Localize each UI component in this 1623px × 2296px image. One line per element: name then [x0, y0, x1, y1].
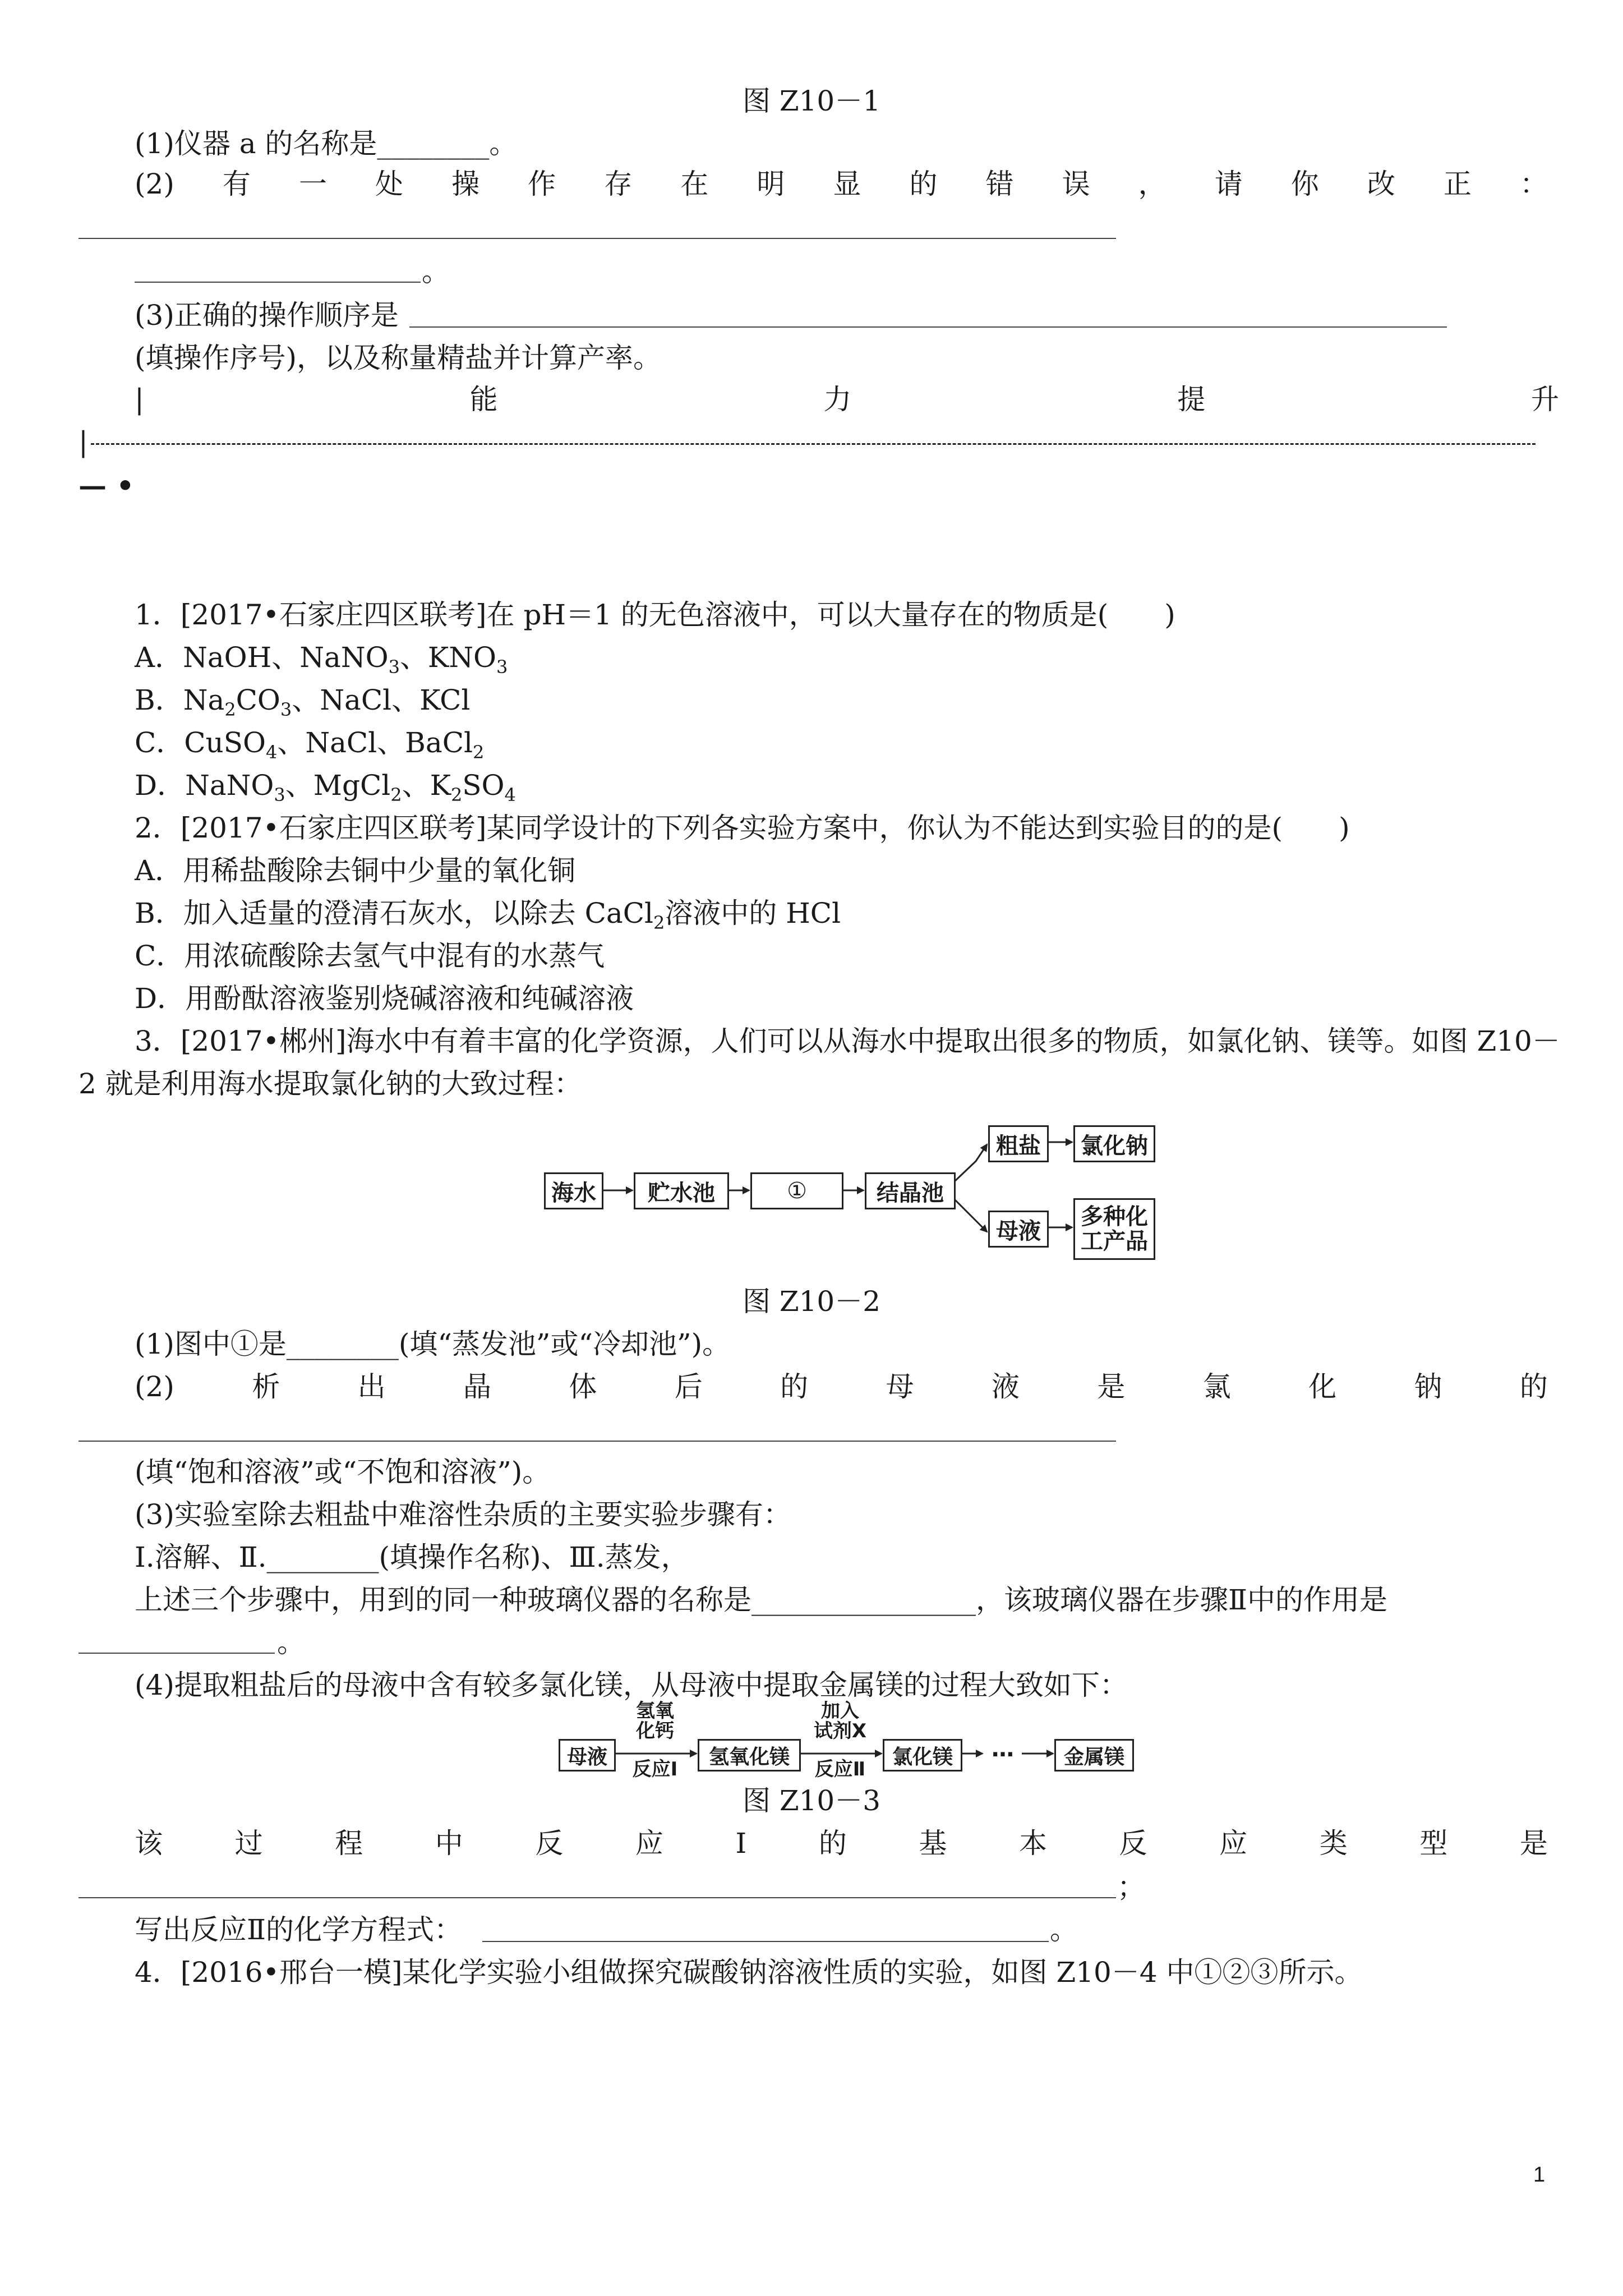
- question-3-part-5-end: 。: [1050, 1913, 1078, 1946]
- question-3-stem-cont: 2 就是利用海水提取氯化钠的大致过程：: [79, 1068, 582, 1100]
- justified-char: 应: [635, 1827, 663, 1860]
- question-2-option-b: B．加入适量的澄清石灰水，以除去 CaCl$_2$溶液中的 HCl: [135, 897, 841, 933]
- question-3-part-4-question: [135, 1825, 1548, 1861]
- justified-char: 化: [1308, 1370, 1337, 1403]
- justified-char: 操: [451, 168, 480, 200]
- section-header-char: 能: [469, 383, 498, 416]
- justified-char: (2): [135, 168, 174, 200]
- justified-char: 应: [1219, 1827, 1248, 1860]
- justified-char: 请: [1214, 168, 1243, 200]
- justified-char: 改: [1367, 168, 1395, 200]
- question-pre-3-note: (填操作序号)，以及称量精盐并计算产率。: [135, 342, 662, 374]
- justified-char: 反: [535, 1827, 564, 1860]
- question-3-part-1: (1)图中①是________(填“蒸发池”或“冷却池”)。: [135, 1328, 731, 1360]
- justified-char: 的: [818, 1827, 847, 1860]
- justified-char: (2): [135, 1370, 174, 1403]
- justified-char: 作: [528, 168, 556, 200]
- answer-blank-line: [79, 1441, 1116, 1442]
- flow3-ellipsis: …: [992, 1736, 1014, 1762]
- justified-char: 有: [222, 168, 251, 200]
- justified-char: 在: [680, 168, 709, 200]
- justified-char: 的: [909, 168, 938, 200]
- flow3-reaction-2: 反应Ⅱ: [814, 1758, 866, 1780]
- justified-char: 析: [252, 1370, 280, 1403]
- justified-char: 晶: [463, 1370, 491, 1403]
- question-3-part-3-end: 。: [277, 1626, 305, 1659]
- flow-box-sodium-chloride: 氯化钠: [1073, 1125, 1155, 1162]
- justified-char: 基: [919, 1827, 947, 1860]
- justified-char: 误: [1062, 168, 1090, 200]
- answer-blank-line: [79, 1653, 275, 1654]
- question-1-option-a: A．NaOH、NaNO$_3$、$KNO_3$: [135, 641, 508, 678]
- justified-char: 存: [604, 168, 633, 200]
- section-header-char: 提: [1177, 383, 1206, 416]
- question-3-part-2-note: (填“饱和溶液”或“不饱和溶液”)。: [135, 1456, 551, 1488]
- justified-char: 是: [1519, 1827, 1548, 1860]
- question-3-part-2: [135, 1369, 1548, 1405]
- justified-char: ，: [1138, 168, 1166, 200]
- justified-char: 一: [298, 168, 327, 200]
- answer-blank-line: [79, 1897, 1116, 1898]
- justified-char: 本: [1018, 1827, 1047, 1860]
- justified-char: Ⅰ: [735, 1827, 747, 1860]
- figure-caption-z10-3: 图 Z10－3: [742, 1784, 881, 1817]
- justified-char: 出: [357, 1370, 386, 1403]
- question-1-option-c: C．CuSO$_4$、NaCl、BaCl$_2$: [135, 726, 485, 763]
- question-pre-3: (3)正确的操作顺序是: [135, 299, 399, 332]
- justified-char: 后: [674, 1370, 703, 1403]
- justified-char: 程: [335, 1827, 363, 1860]
- justified-char: 钠: [1414, 1370, 1442, 1403]
- section-bar-end: — •: [79, 469, 135, 502]
- justified-char: 是: [1097, 1370, 1126, 1403]
- justified-char: 体: [569, 1370, 597, 1403]
- section-header-char: |: [135, 383, 144, 416]
- justified-char: 明: [757, 168, 785, 200]
- question-3-stem: 3．[2017•郴州]海水中有着丰富的化学资源，人们可以从海水中提取出很多的物质，如氯化钠、镁等。如图 Z10－: [135, 1025, 1560, 1057]
- justified-char: 你: [1290, 168, 1319, 200]
- justified-char: ：: [1519, 168, 1548, 200]
- flow3-reaction-1: 反应Ⅰ: [632, 1758, 678, 1780]
- flow3-box-mother-liquor: 母液: [559, 1739, 616, 1772]
- question-2-option-c: C．用浓硫酸除去氢气中混有的水蒸气: [135, 940, 605, 972]
- question-3-part-3-steps: Ⅰ.溶解、Ⅱ.________(填操作名称)、Ⅲ.蒸发，: [135, 1541, 689, 1573]
- justified-char: 的: [1519, 1370, 1548, 1403]
- figure-caption-z10-1: 图 Z10－1: [742, 85, 881, 117]
- question-3-part-4-end: ；: [1117, 1871, 1145, 1903]
- question-2-option-a: A．用稀盐酸除去铜中少量的氧化铜: [135, 854, 576, 887]
- question-3-part-5: 写出反应Ⅱ的化学方程式：: [135, 1913, 462, 1946]
- section-header-char: 升: [1530, 383, 1559, 416]
- question-2-stem: 2．[2017•石家庄四区联考]某同学设计的下列各实验方案中，你认为不能达到实验目的的是( ): [135, 812, 1350, 844]
- question-1-stem: 1．[2017•石家庄四区联考]在 pH＝1 的无色溶液中，可以大量存在的物质是( ): [135, 599, 1175, 631]
- flow3-reagent-2: 加入 试剂X: [813, 1700, 867, 1742]
- justified-char: 过: [234, 1827, 263, 1860]
- flow-box-reservoir: 贮水池: [634, 1172, 729, 1209]
- flow3-box-magnesium-chloride: 氯化镁: [883, 1739, 962, 1772]
- justified-char: 类: [1319, 1827, 1348, 1860]
- question-1-option-b: B．$Na_2CO_3$、NaCl、KCl: [135, 684, 471, 720]
- justified-char: 正: [1443, 168, 1472, 200]
- justified-char: 错: [985, 168, 1014, 200]
- justified-char: 显: [833, 168, 861, 200]
- flow3-reagent-1: 氢氧 化钙: [636, 1700, 674, 1742]
- justified-char: 液: [991, 1370, 1020, 1403]
- question-pre-2-end: 。: [422, 255, 450, 288]
- justified-char: 处: [375, 168, 404, 200]
- justified-char: 该: [135, 1827, 163, 1860]
- justified-char: 反: [1119, 1827, 1147, 1860]
- question-3-part-3: (3)实验室除去粗盐中难溶性杂质的主要实验步骤有：: [135, 1498, 791, 1531]
- question-4-stem: 4．[2016•邢台一模]某化学实验小组做探究碳酸钠溶液性质的实验，如图 Z10－4 中①②③所示。: [135, 1956, 1363, 1989]
- flow-box-crystallization-pool: 结晶池: [865, 1172, 956, 1209]
- flow-box-seawater: 海水: [544, 1172, 603, 1209]
- justified-char: 母: [886, 1370, 914, 1403]
- question-2-option-d: D．用酚酞溶液鉴别烧碱溶液和纯碱溶液: [135, 982, 634, 1015]
- flow-box-chemical-products: 多种化 工产品: [1073, 1198, 1155, 1260]
- answer-blank-line: [482, 1941, 1049, 1942]
- question-pre-1: (1)仪器 a 的名称是________。: [135, 127, 518, 160]
- flow3-box-metallic-magnesium: 金属镁: [1054, 1739, 1134, 1772]
- question-3-part-3-question: 上述三个步骤中，用到的同一种玻璃仪器的名称是________________，该玻璃仪器在步骤Ⅱ中的作用是: [135, 1584, 1387, 1616]
- flow3-box-magnesium-hydroxide: 氢氧化镁: [698, 1739, 801, 1772]
- justified-char: 的: [780, 1370, 809, 1403]
- figure-caption-z10-2: 图 Z10－2: [742, 1285, 881, 1318]
- page-number: 1: [1533, 2163, 1546, 2187]
- section-bar-start: |: [79, 426, 88, 458]
- flow-box-step-1: ①: [750, 1172, 843, 1209]
- section-header-char: 力: [823, 383, 852, 416]
- flow-box-mother-liquor: 母液: [988, 1211, 1049, 1248]
- justified-char: 中: [435, 1827, 463, 1860]
- justified-char: 型: [1419, 1827, 1448, 1860]
- flow-box-crude-salt: 粗盐: [988, 1125, 1049, 1162]
- justified-char: 氯: [1202, 1370, 1231, 1403]
- question-1-option-d: D．NaNO$_3$、MgCl$_2$、$K_2SO_4$: [135, 769, 516, 806]
- question-3-part-4: (4)提取粗盐后的母液中含有较多氯化镁，从母液中提取金属镁的过程大致如下：: [135, 1669, 1128, 1701]
